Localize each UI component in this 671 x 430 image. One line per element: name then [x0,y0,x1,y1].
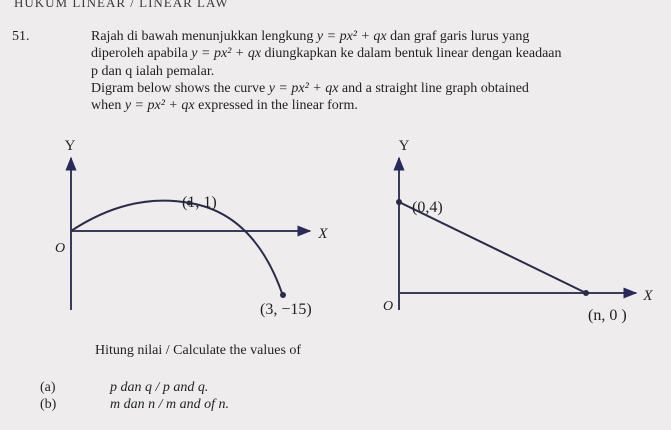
calculate-instruction: Hitung nilai / Calculate the values of [95,343,302,358]
question-line-1: Rajah di bawah menunjukkan lengkung y = px² + qx dan graf garis lurus yang [91,29,530,44]
point-1-1-label: (1, 1) [182,194,217,211]
question-line-2: diperoleh apabila y = px² + qx diungkapkan ke dalam bentuk linear dengan keadaan [91,46,562,61]
x-intercept-label: (n, 0 ) [588,307,627,324]
point-3-neg15-marker [280,292,286,298]
y-axis-label: Y [64,138,76,154]
curve-line [71,201,283,296]
y-intercept-label: (0,4) [412,199,443,216]
question-line-5: when y = px² + qx expressed in the linear form. [91,98,358,113]
point-3-neg15-label: (3, −15) [260,301,312,318]
equation: y = px² + qx [124,98,195,113]
page-header: HUKUM LINEAR / LINEAR LAW [14,0,229,10]
part-b-text: m dan n / m and of n. [110,397,229,412]
origin-label: O [382,299,394,314]
origin-label: O [54,241,66,256]
question-number: 51. [12,29,30,44]
y-intercept-marker [396,199,402,205]
part-b-label: (b) [40,397,57,412]
question-line-3: p dan q ialah pemalar. [91,64,215,79]
question-line-4: Digram below shows the curve y = px² + qx and a straight line graph obtained [91,81,529,96]
x-intercept-marker [583,290,589,296]
equation: y = px² + qx [268,81,339,96]
part-a-label: (a) [40,380,56,395]
x-axis-label: X [318,226,328,242]
curve-graph [40,130,340,320]
part-a-text: p dan q / p and q. [110,380,209,395]
equation: y = px² + qx [191,46,262,61]
linear-graph [368,130,658,330]
equation: y = px² + qx [316,29,387,44]
x-axis-label: X [643,288,653,304]
y-axis-label: Y [398,138,410,154]
